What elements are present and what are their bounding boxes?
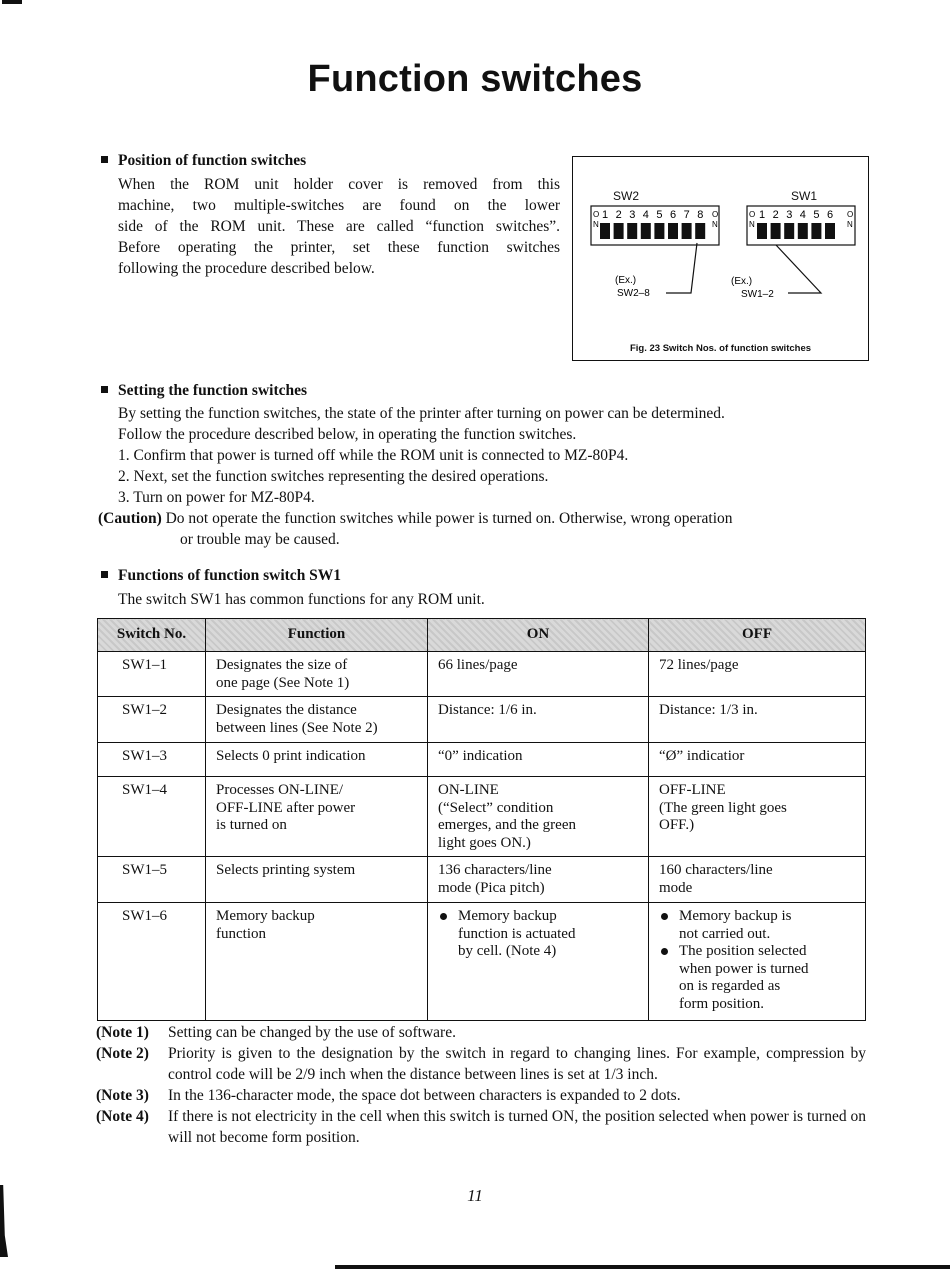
cell-function: Selects printing system bbox=[206, 857, 428, 903]
switch-number: 5 bbox=[813, 209, 820, 221]
header-on: ON bbox=[428, 619, 649, 652]
switch-number: 2 bbox=[772, 209, 779, 221]
switch-number: 2 bbox=[615, 209, 622, 221]
header-function: Function bbox=[206, 619, 428, 652]
dip-switch-key bbox=[682, 223, 692, 239]
switch-number: 5 bbox=[656, 209, 663, 221]
table-row bbox=[98, 857, 866, 903]
pointer-sw2-8 bbox=[666, 243, 697, 293]
switch-number: 3 bbox=[786, 209, 793, 221]
cell-switch-no: SW1–6 bbox=[98, 903, 206, 1021]
dip-switch-key bbox=[641, 223, 651, 239]
page-number: 11 bbox=[467, 1186, 483, 1205]
cell-on: “0” indication bbox=[428, 743, 649, 777]
scan-mark bbox=[2, 0, 22, 4]
cell-on: 66 lines/page bbox=[428, 652, 649, 697]
sw1-function-table bbox=[97, 618, 866, 1021]
cell-function: Designates the distance between lines (See Note 2) bbox=[206, 697, 428, 743]
dip-switch-key bbox=[668, 223, 678, 239]
switch-number: 1 bbox=[602, 209, 609, 221]
note-item: (Note 3) In the 136-character mode, the space dot between characters is expanded to 2 dots. bbox=[96, 1087, 681, 1104]
cell-switch-no: SW1–4 bbox=[98, 777, 206, 857]
step-item: 2. Next, set the function switches representing the desired operations. bbox=[118, 468, 549, 485]
sw2-label: SW2 bbox=[613, 189, 640, 203]
switch-number: 1 bbox=[759, 209, 766, 221]
caution-note: (Caution) Do not operate the function switches while power is turned on. Otherwise, wrong operation or trouble may be caused. bbox=[98, 510, 733, 548]
cell-off: “Ø” indicatior bbox=[649, 743, 866, 777]
step-item: 1. Confirm that power is turned off while the ROM unit is connected to MZ-80P4. bbox=[118, 447, 629, 464]
svg-text:O: O bbox=[847, 210, 854, 219]
table-header-row bbox=[98, 619, 866, 652]
cell-off: 160 characters/line mode bbox=[649, 857, 866, 903]
page-title: Function switches bbox=[307, 58, 643, 100]
switch-number: 6 bbox=[670, 209, 677, 221]
cell-function: Memory backup function bbox=[206, 903, 428, 1021]
dip-switch-key bbox=[654, 223, 664, 239]
table-row bbox=[98, 743, 866, 777]
section-sw1-intro: The switch SW1 has common functions for any ROM unit. bbox=[118, 591, 485, 608]
cell-function: Processes ON-LINE/ OFF-LINE after power is turned on bbox=[206, 777, 428, 857]
cell-switch-no: SW1–3 bbox=[98, 743, 206, 777]
table-row bbox=[98, 903, 866, 1021]
switch-number: 4 bbox=[642, 209, 649, 221]
cell-switch-no: SW1–2 bbox=[98, 697, 206, 743]
ex-sw1-label: SW1–2 bbox=[741, 289, 774, 300]
svg-text:N: N bbox=[712, 220, 718, 229]
note-item: (Note 1) Setting can be changed by the use of software. bbox=[96, 1024, 456, 1041]
note-item: (Note 4) If there is not electricity in the cell when this switch is turned ON, the position selected when power is turned on will not become form position. bbox=[96, 1108, 866, 1146]
cell-off: Distance: 1/3 in. bbox=[649, 697, 866, 743]
bullet-item: The position selected when power is turned on is regarded as form position. bbox=[659, 943, 857, 1013]
section-position-paragraph: When the ROM unit holder cover is removed from this machine, two multiple-switches are found on the lower side of the ROM unit. These are called “function switches”. Before operating the printer, set these function switches following the procedure described below. bbox=[118, 176, 560, 277]
dip-switch-key bbox=[614, 223, 624, 239]
section-heading-setting: Setting the function switches bbox=[101, 382, 307, 400]
dip-switch-key bbox=[627, 223, 637, 239]
switch-number: 6 bbox=[827, 209, 834, 221]
switch-number: 4 bbox=[799, 209, 806, 221]
table-row bbox=[98, 652, 866, 697]
switch-number: 8 bbox=[697, 209, 704, 221]
bottom-rule bbox=[335, 1265, 950, 1269]
svg-text:N: N bbox=[593, 220, 599, 229]
bullet-icon bbox=[101, 156, 108, 163]
dip-switch-key bbox=[784, 223, 794, 239]
svg-text:O: O bbox=[593, 210, 600, 219]
dip-switch-key bbox=[825, 223, 835, 239]
switch-number: 7 bbox=[683, 209, 690, 221]
cell-function: Designates the size of one page (See Note 1) bbox=[206, 652, 428, 697]
cell-switch-no: SW1–5 bbox=[98, 857, 206, 903]
note-item: (Note 2) Priority is given to the designation by the switch in regard to changing lines. For example, compression by control code will be 2/9 inch when the distance between lines is set at 1/3 inch. bbox=[96, 1045, 866, 1083]
table-row bbox=[98, 697, 866, 743]
dip-switch-key bbox=[757, 223, 767, 239]
notes bbox=[96, 1022, 866, 1148]
cell-off: OFF-LINE (The green light goes OFF.) bbox=[649, 777, 866, 857]
pointer-sw1-2 bbox=[776, 245, 821, 293]
switch-diagram bbox=[573, 157, 870, 362]
cell-on: 136 characters/line mode (Pica pitch) bbox=[428, 857, 649, 903]
bullet-item: Memory backup function is actuated by cell. (Note 4) bbox=[438, 908, 640, 961]
header-switch-no: Switch No. bbox=[98, 619, 206, 652]
svg-text:O: O bbox=[712, 210, 719, 219]
dip-switch-key bbox=[600, 223, 610, 239]
cell-on bbox=[428, 903, 649, 1021]
cell-on: ON-LINE (“Select” condition emerges, and the green light goes ON.) bbox=[428, 777, 649, 857]
figure-caption: Fig. 23 Switch Nos. of function switches bbox=[629, 343, 812, 354]
switch-figure bbox=[572, 156, 869, 361]
ex-label-sw1: (Ex.) bbox=[731, 276, 753, 287]
sw1-label: SW1 bbox=[791, 189, 818, 203]
svg-text:N: N bbox=[749, 220, 755, 229]
step-item: 3. Turn on power for MZ-80P4. bbox=[118, 489, 315, 506]
header-off: OFF bbox=[649, 619, 866, 652]
section-heading-position: Position of function switches bbox=[101, 152, 306, 170]
svg-text:N: N bbox=[847, 220, 853, 229]
sw2-switch-block bbox=[591, 206, 719, 245]
cell-off bbox=[649, 903, 866, 1021]
table-row bbox=[98, 777, 866, 857]
caution-label: (Caution) bbox=[98, 510, 162, 527]
switch-number: 3 bbox=[629, 209, 636, 221]
bullet-icon bbox=[101, 571, 108, 578]
svg-text:O: O bbox=[749, 210, 756, 219]
cell-switch-no: SW1–1 bbox=[98, 652, 206, 697]
sw1-switch-block bbox=[747, 206, 855, 245]
ex-label-sw2: (Ex.) bbox=[615, 275, 637, 286]
bullet-icon bbox=[440, 913, 447, 920]
section-heading-sw1: Functions of function switch SW1 bbox=[101, 567, 341, 585]
section-setting-paragraph: By setting the function switches, the state of the printer after turning on power can be determined. Follow the procedure described below, in operating the function switches. bbox=[118, 405, 725, 443]
bullet-icon bbox=[101, 386, 108, 393]
setting-steps bbox=[118, 445, 628, 508]
bullet-item: Memory backup is not carried out. bbox=[659, 908, 857, 943]
dip-switch-key bbox=[798, 223, 808, 239]
cell-on: Distance: 1/6 in. bbox=[428, 697, 649, 743]
cell-function: Selects 0 print indication bbox=[206, 743, 428, 777]
dip-switch-key bbox=[771, 223, 781, 239]
bullet-icon bbox=[661, 948, 668, 955]
dip-switch-key bbox=[811, 223, 821, 239]
ex-sw2-label: SW2–8 bbox=[617, 288, 650, 299]
bullet-icon bbox=[661, 913, 668, 920]
dip-switch-key bbox=[695, 223, 705, 239]
cell-off: 72 lines/page bbox=[649, 652, 866, 697]
